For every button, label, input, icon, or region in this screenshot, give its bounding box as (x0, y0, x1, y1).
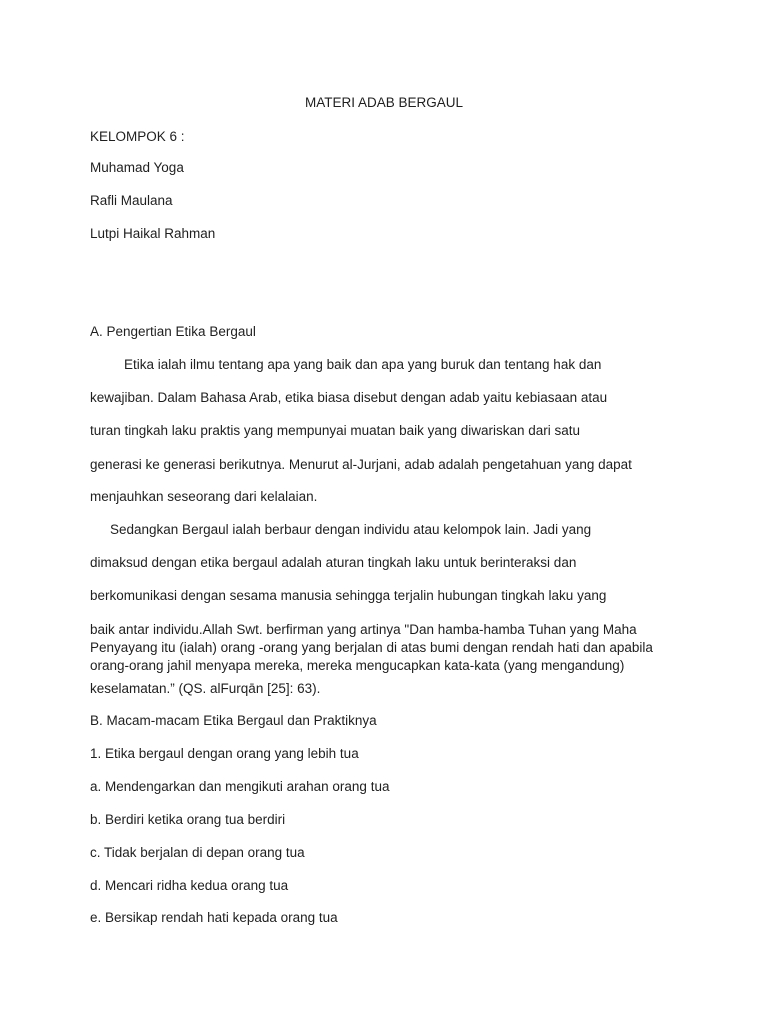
member-name: Muhamad Yoga (90, 160, 184, 175)
section-a-heading: A. Pengertian Etika Bergaul (90, 324, 256, 339)
paragraph-line: baik antar individu.Allah Swt. berfirman yang artinya "Dan hamba-hamba Tuhan yang Maha (90, 622, 637, 637)
member-name: Rafli Maulana (90, 193, 173, 208)
paragraph-line: Sedangkan Bergaul ialah berbaur dengan individu atau kelompok lain. Jadi yang (110, 522, 592, 537)
list-item: e. Bersikap rendah hati kepada orang tua (90, 910, 338, 925)
group-label: KELOMPOK 6 : (90, 129, 185, 144)
paragraph-line: dimaksud dengan etika bergaul adalah aturan tingkah laku untuk berinteraksi dan (90, 555, 577, 570)
paragraph-line: Penyayang itu (ialah) orang -orang yang berjalan di atas bumi dengan rendah hati dan apabila (90, 640, 653, 655)
paragraph-line: orang-orang jahil menyapa mereka, mereka mengucapkan kata-kata (yang mengandung) (90, 658, 625, 673)
paragraph-line: menjauhkan seseorang dari kelalaian. (90, 489, 318, 504)
member-name: Lutpi Haikal Rahman (90, 226, 216, 241)
list-item: a. Mendengarkan dan mengikuti arahan orang tua (90, 779, 390, 794)
list-item: b. Berdiri ketika orang tua berdiri (90, 812, 286, 827)
subheading: 1. Etika bergaul dengan orang yang lebih tua (90, 746, 359, 761)
paragraph-line: keselamatan.” (QS. alFurqān [25]: 63). (90, 681, 321, 696)
document-title: MATERI ADAB BERGAUL (304, 95, 464, 110)
list-item: c. Tidak berjalan di depan orang tua (90, 845, 305, 860)
paragraph-line: turan tingkah laku praktis yang mempunyai muatan baik yang diwariskan dari satu (90, 423, 581, 438)
section-b-heading: B. Macam-macam Etika Bergaul dan Praktiknya (90, 713, 377, 728)
list-item: d. Mencari ridha kedua orang tua (90, 878, 289, 893)
paragraph-line: kewajiban. Dalam Bahasa Arab, etika biasa disebut dengan adab yaitu kebiasaan atau (90, 390, 608, 405)
paragraph-line: berkomunikasi dengan sesama manusia sehingga terjalin hubungan tingkah laku yang (90, 588, 607, 603)
paragraph-line: generasi ke generasi berikutnya. Menurut al-Jurjani, adab adalah pengetahuan yang dapat (90, 457, 632, 472)
paragraph-line: Etika ialah ilmu tentang apa yang baik dan apa yang buruk dan tentang hak dan (124, 357, 602, 372)
